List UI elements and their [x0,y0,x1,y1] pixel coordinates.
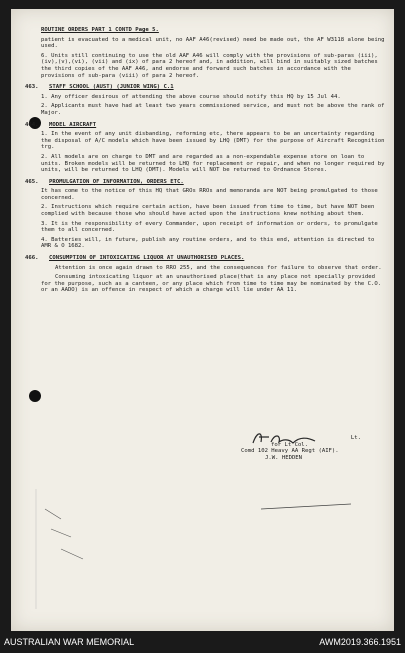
section-heading: 463. STAFF SCHOOL (AUST) (JUNIOR WING) C.1 [25,84,174,91]
section-paragraph: 1. In the event of any unit disbanding, reforming etc, there appears to be an uncertainty regarding the disposal of A/C models which have been issued by LHQ (DMT) for the purpose of Aircraft Recognition trg. [41,131,385,151]
document-page [11,9,394,631]
section-paragraph: 2. All models are on charge to DMT and are regarded as a non-expendable expense store on loan to units. Broken models will be returned to LHQ for replacement or repair, and when no longer required by units, will be returned to LHQ (DMT). Models will NOT be returned to Ordnance Stores. [41,153,385,174]
intro-paragraph: patient is evacuated to a medical unit, no AAF A46(revised) need be made out, the AF W3118 alone being used. [41,36,385,50]
footer-accession-id: AWM2019.366.1951 [319,637,401,647]
stray-pencil-marks [31,479,391,619]
intro-paragraph: 6. Units still continuing to use the old AAF A46 will comply with the provisions of sub-paras (iii),(iv),(v),(vi), (vii) and (ix) of para 2 hereof and, in addition, will bind in suitably sized batches the third copies of the AAF A46, and endorse and forward such batches in accordance with the provisions of sub-para (viii) of para 2 hereof. [41,52,378,79]
footer-bar [0,631,405,653]
section-heading: 465. PROMULGATION OF INFORMATION, ORDERS ETC. [25,178,184,185]
punch-hole-bottom [29,390,41,402]
section-paragraph: It has come to the notice of this HQ that GROs RROs and memoranda are NOT being promulgated to those concerned. [41,188,378,201]
section-heading: 466. CONSUMPTION OF INTOXICATING LIQUOR AT UNAUTHORISED PLACES. [25,255,245,262]
document-body [25,27,386,297]
signature-for: for Lt Col. [271,441,309,448]
signature-name: J.W. HEDDEN [265,454,303,461]
section-paragraph: 2. Instructions which require certain action, have been issued from time to time, but have NOT been complied with because those who should have acted upon the instructions knew nothing about them. [41,204,375,218]
section-heading: 464. MODEL AIRCRAFT [25,121,97,128]
footer-source: AUSTRALIAN WAR MEMORIAL [4,637,135,647]
signature-unit: Comd 102 Heavy AA Regt (AIF). [241,448,339,455]
section-paragraph: Attention is once again drawn to RRO 255, and the consequences for failure to observe that order. [55,264,382,271]
page-header: ROUTINE ORDERS PART 1 CONTD Page 5. [41,27,159,33]
section-paragraph: 1. Any officer desirous of attending the above course should notify this HQ by 15 Jul 44. [41,93,341,100]
section-paragraph: 2. Applicants must have had at least two years commissioned service, and must not be above the rank of Major. [41,103,385,116]
section-paragraph: 3. It is the responsibility of every Commander, upon receipt of information or orders, to promulgate them to all concerned. [41,220,378,234]
section-paragraph: 4. Batteries will, in future, publish any routine orders, and to this end, attention is directed to AMR & O 1682. [41,236,375,250]
signature-block [241,435,361,461]
signature-rank: Lt. [350,435,361,441]
section-paragraph: Consuming intoxicating liquor at an unauthorised place(that is any place not specially provided for the purpose, such as a canteen, or any place which from time to time may be nominated by the C.O. or an AADO) is an offence in respect of which a charge will lie under AA 11. [41,274,382,294]
